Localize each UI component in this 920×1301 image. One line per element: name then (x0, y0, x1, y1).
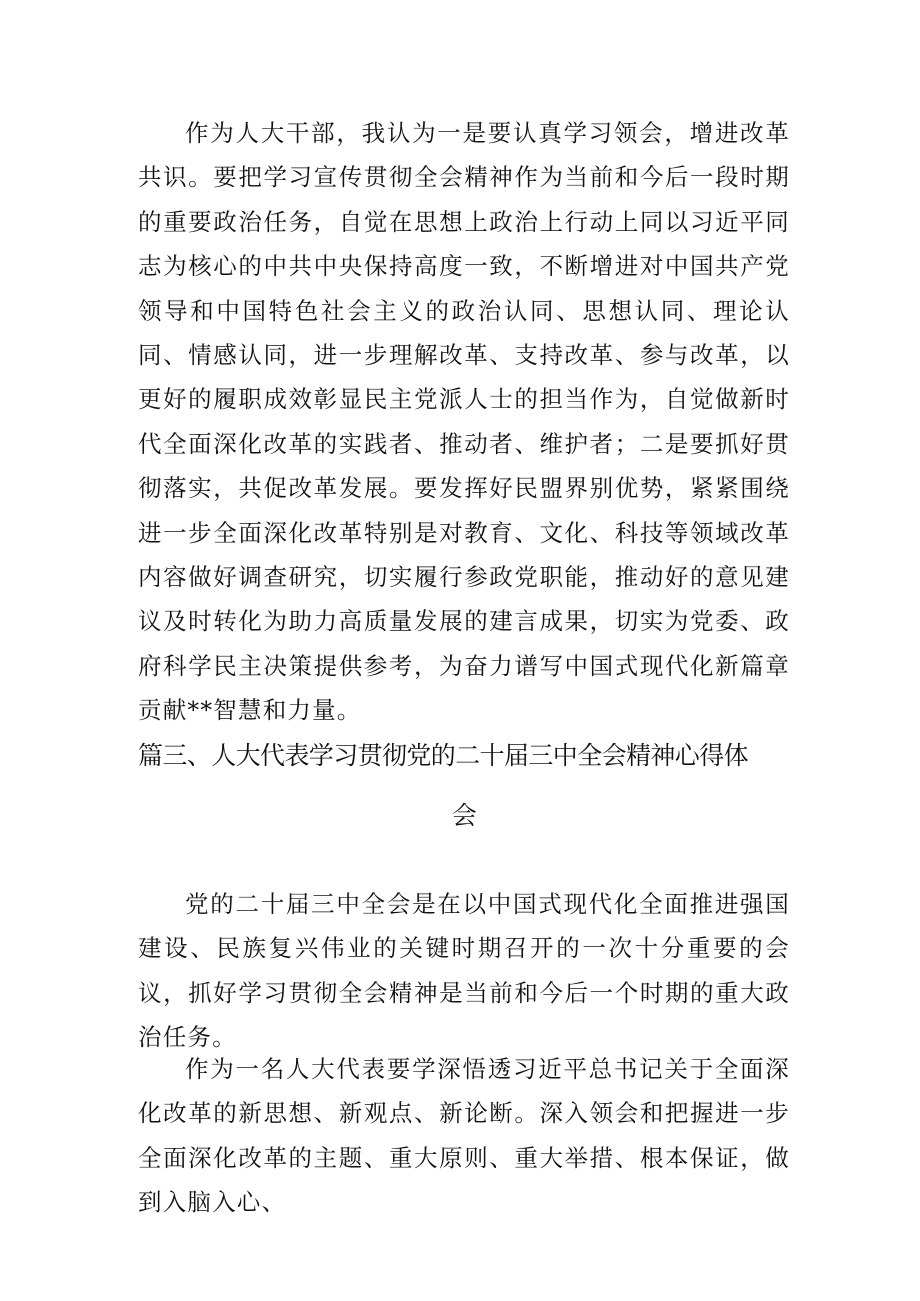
body-paragraph-2: 党的二十届三中全会是在以中国式现代化全面推进强国建设、民族复兴伟业的关键时期召开的一次十分重要的会议，抓好学习贯彻全会精神是当前和今后一个时期的重大政治任务。 (138, 890, 790, 1052)
body-paragraph-3: 作为一名人大代表要学深悟透习近平总书记关于全面深化改革的新思想、新观点、新论断。深入领会和把握进一步全面深化改革的主题、重大原则、重大举措、根本保证，做到入脑入心、 (138, 1055, 790, 1217)
section-heading (138, 726, 790, 846)
body-paragraph-1: 作为人大干部，我认为一是要认真学习领会，增进改革共识。要把学习宣传贯彻全会精神作为当前和今后一段时期的重要政治任务，自觉在思想上政治上行动上同以习近平同志为核心的中共中央保持高度一致，不断增进对中国共产党领导和中国特色社会主义的政治认同、思想认同、理论认同、情感认同，进一步理解改革、支持改革、参与改革，以更好的履职成效彰显民主党派人士的担当作为，自觉做新时代全面深化改革的实践者、推动者、维护者；二是要抓好贯彻落实，共促改革发展。要发挥好民盟界别优势，紧紧围绕进一步全面深化改革特别是对教育、文化、科技等领域改革内容做好调查研究，切实履行参政党职能，推动好的意见建议及时转化为助力高质量发展的建言成果，切实为党委、政府科学民主决策提供参考，为奋力谱写中国式现代化新篇章贡献**智慧和力量。 (138, 119, 790, 725)
section-heading-line-1: 篇三、人大代表学习贯彻党的二十届三中全会精神心得体 (138, 741, 749, 770)
section-heading-line-2: 会 (451, 801, 477, 830)
